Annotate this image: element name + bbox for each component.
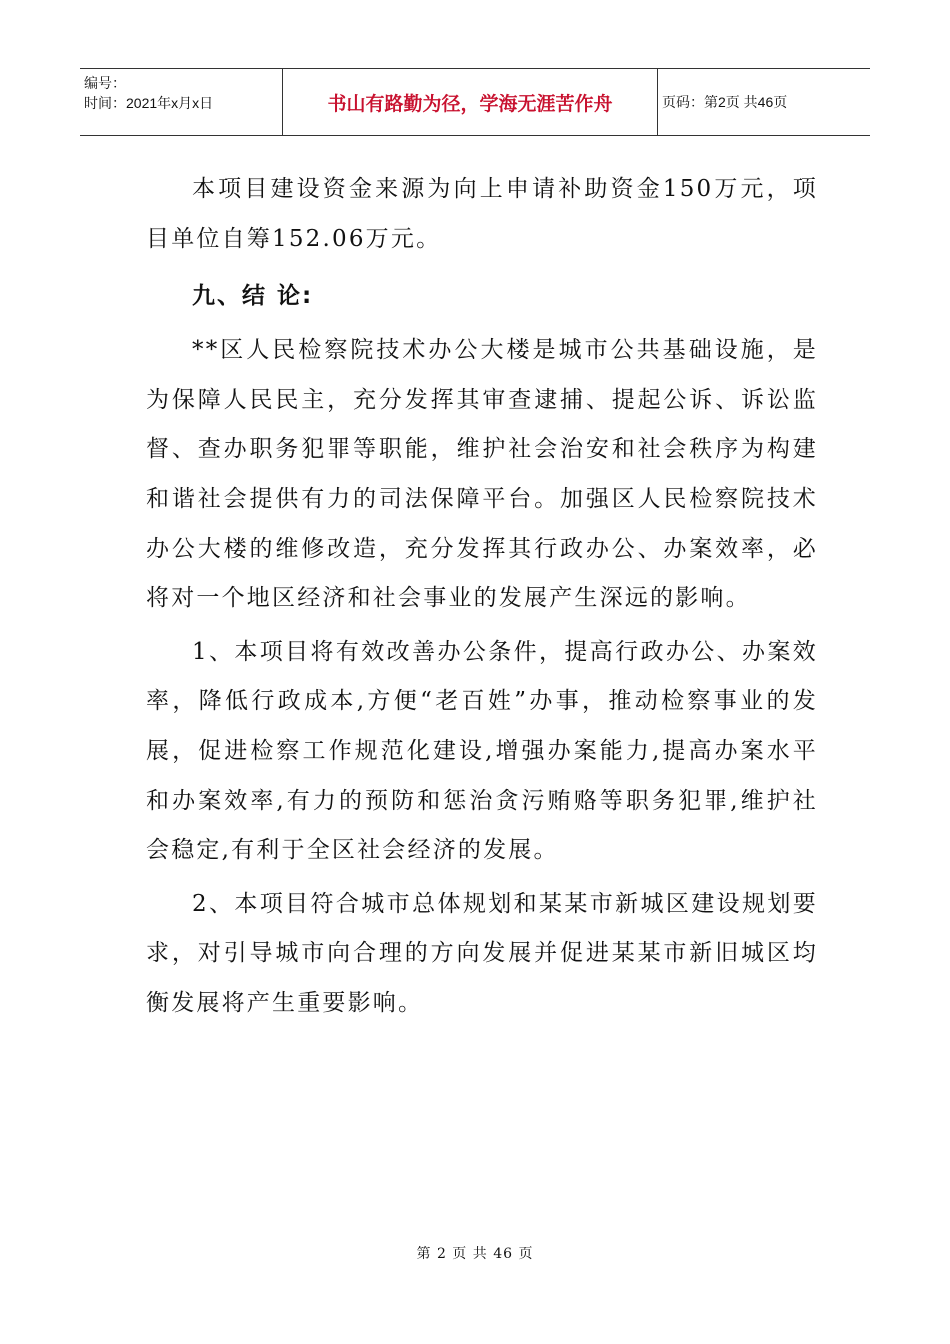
header-motto: 书山有路勤为径，学海无涯苦作舟 xyxy=(283,69,658,135)
conclusion-paragraph: **区人民检察院技术办公大楼是城市公共基础设施，是为保障人民民主，充分发挥其审查逮捕、提起公诉、诉讼监督、查办职务犯罪等职能，维护社会治安和社会秩序为构建和谐社会提供有力的司法保障平台。加强区人民检察院技术办公大楼的维修改造，充分发挥其行政办公、办案效率，必将对一个地区经济和社会事业的发展产生深远的影响。 xyxy=(146,337,818,612)
conclusion-point-1: 1、本项目将有效改善办公条件，提高行政办公、办案效率，降低行政成本,方便“老百姓”办事，推动检察事业的发展，促进检察工作规范化建设,增强办案能力,提高办案水平和办案效率,有力的预防和惩治贪污贿赂等职务犯罪,维护社会稳定,有利于全区社会经济的发展。 xyxy=(146,638,818,864)
document-number-label: 编号： xyxy=(84,75,126,91)
document-body xyxy=(146,165,818,1029)
funding-paragraph: 本项目建设资金来源为向上申请补助资金150万元，项目单位自筹152.06万元。 xyxy=(146,176,818,252)
document-header xyxy=(80,68,870,136)
page-footer: 第 2 页 共 46 页 xyxy=(416,1246,534,1262)
header-page-info: 页码：第2页 共46页 xyxy=(662,94,788,110)
document-time-label: 时间：2021年x月x日 xyxy=(84,95,214,111)
header-meta-cell xyxy=(80,69,283,135)
conclusion-point-2: 2、本项目符合城市总体规划和某某市新城区建设规划要求，对引导城市向合理的方向发展并促进某某市新旧城区均衡发展将产生重要影响。 xyxy=(146,890,818,1016)
section-heading-conclusion: 九、结 论: xyxy=(192,283,314,310)
